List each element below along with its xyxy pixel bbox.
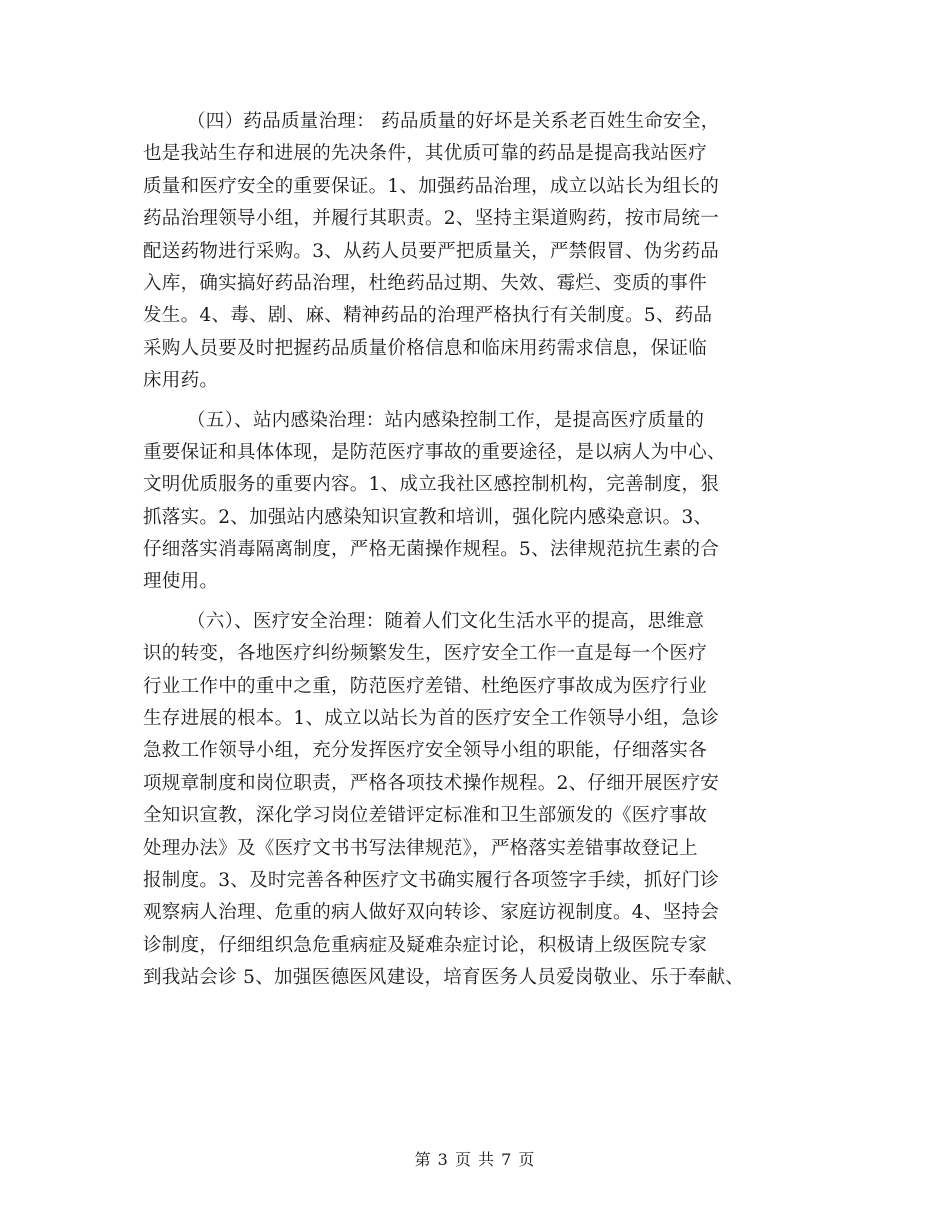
- text-line: 诊制度，仔细组织急危重病症及疑难杂症讨论，积极请上级医院专家: [143, 934, 708, 956]
- text-line: 到我站会诊 5、加强医德医风建设，培育医务人员爱岗敬业、乐于奉献、: [143, 967, 745, 989]
- text-line: 重要保证和具体体现，是防范医疗事故的重要途径，是以病人为中心、: [143, 441, 726, 463]
- text-line: 文明优质服务的重要内容。1、成立我社区感控制机构，完善制度，狠: [143, 474, 720, 496]
- text-line: 识的转变，各地医疗纠纷频繁发生，医疗安全工作一直是每一个医疗: [143, 643, 708, 665]
- text-line: 发生。4、毒、剧、麻、精神药品的治理严格执行有关制度。5、药品: [143, 305, 713, 327]
- text-line: 报制度。3、及时完善各种医疗文书确实履行各项签字手续，抓好门诊: [143, 869, 720, 891]
- paragraph-infection-control: [143, 405, 813, 599]
- text-line: 床用药。: [143, 370, 219, 392]
- text-line: 急救工作领导小组，充分发挥医疗安全领导小组的职能，仔细落实各: [143, 740, 708, 762]
- text-line: 采购人员要及时把握药品质量价格信息和临床用药需求信息，保证临: [143, 337, 708, 359]
- text-line: 入库，确实搞好药品治理，杜绝药品过期、失效、霉烂、变质的事件: [143, 272, 708, 294]
- document-body: [143, 106, 813, 1002]
- text-line: 理使用。: [143, 571, 219, 593]
- paragraph-medical-safety: [143, 606, 813, 995]
- text-line: 全知识宣教，深化学习岗位差错评定标准和卫生部颁发的《医疗事故: [143, 805, 708, 827]
- page-number-footer: 第 3 页 共 7 页: [414, 1150, 536, 1169]
- text-line: 行业工作中的重中之重，防范医疗差错、杜绝医疗事故成为医疗行业: [143, 675, 708, 697]
- text-line: 处理办法》及《医疗文书书写法律规范》，严格落实差错事故登记上: [143, 837, 698, 859]
- text-line: 质量和医疗安全的重要保证。1、加强药品治理，成立以站长为组长的: [143, 175, 720, 197]
- text-line: 仔细落实消毒隔离制度，严格无菌操作规程。5、法律规范抗生素的合: [143, 539, 720, 561]
- text-line: （五）、站内感染治理：站内感染控制工作，是提高医疗质量的: [187, 409, 705, 431]
- text-line: 配送药物进行采购。3、从药人员要严把质量关，严禁假冒、伪劣药品: [143, 240, 720, 262]
- text-line: 项规章制度和岗位职责，严格各项技术操作规程。2、仔细开展医疗安: [143, 772, 720, 794]
- paragraph-drug-quality: [143, 106, 813, 398]
- text-line: 也是我站生存和进展的先决条件，其优质可靠的药品是提高我站医疗: [143, 143, 708, 165]
- text-line: （四）药品质量治理： 药品质量的好坏是关系老百姓生命安全，: [187, 111, 720, 132]
- text-line: 生存进展的根本。1、成立以站长为首的医疗安全工作领导小组，急诊: [143, 708, 720, 730]
- text-line: （六）、医疗安全治理：随着人们文化生活水平的提高，思维意: [187, 610, 705, 632]
- text-line: 药品治理领导小组，并履行其职责。2、坚持主渠道购药，按市局统一: [143, 208, 720, 230]
- text-line: 抓落实。2、加强站内感染知识宣教和培训，强化院内感染意识。3、: [143, 506, 713, 528]
- text-line: 观察病人治理、危重的病人做好双向转诊、家庭访视制度。4、坚持会: [143, 902, 720, 924]
